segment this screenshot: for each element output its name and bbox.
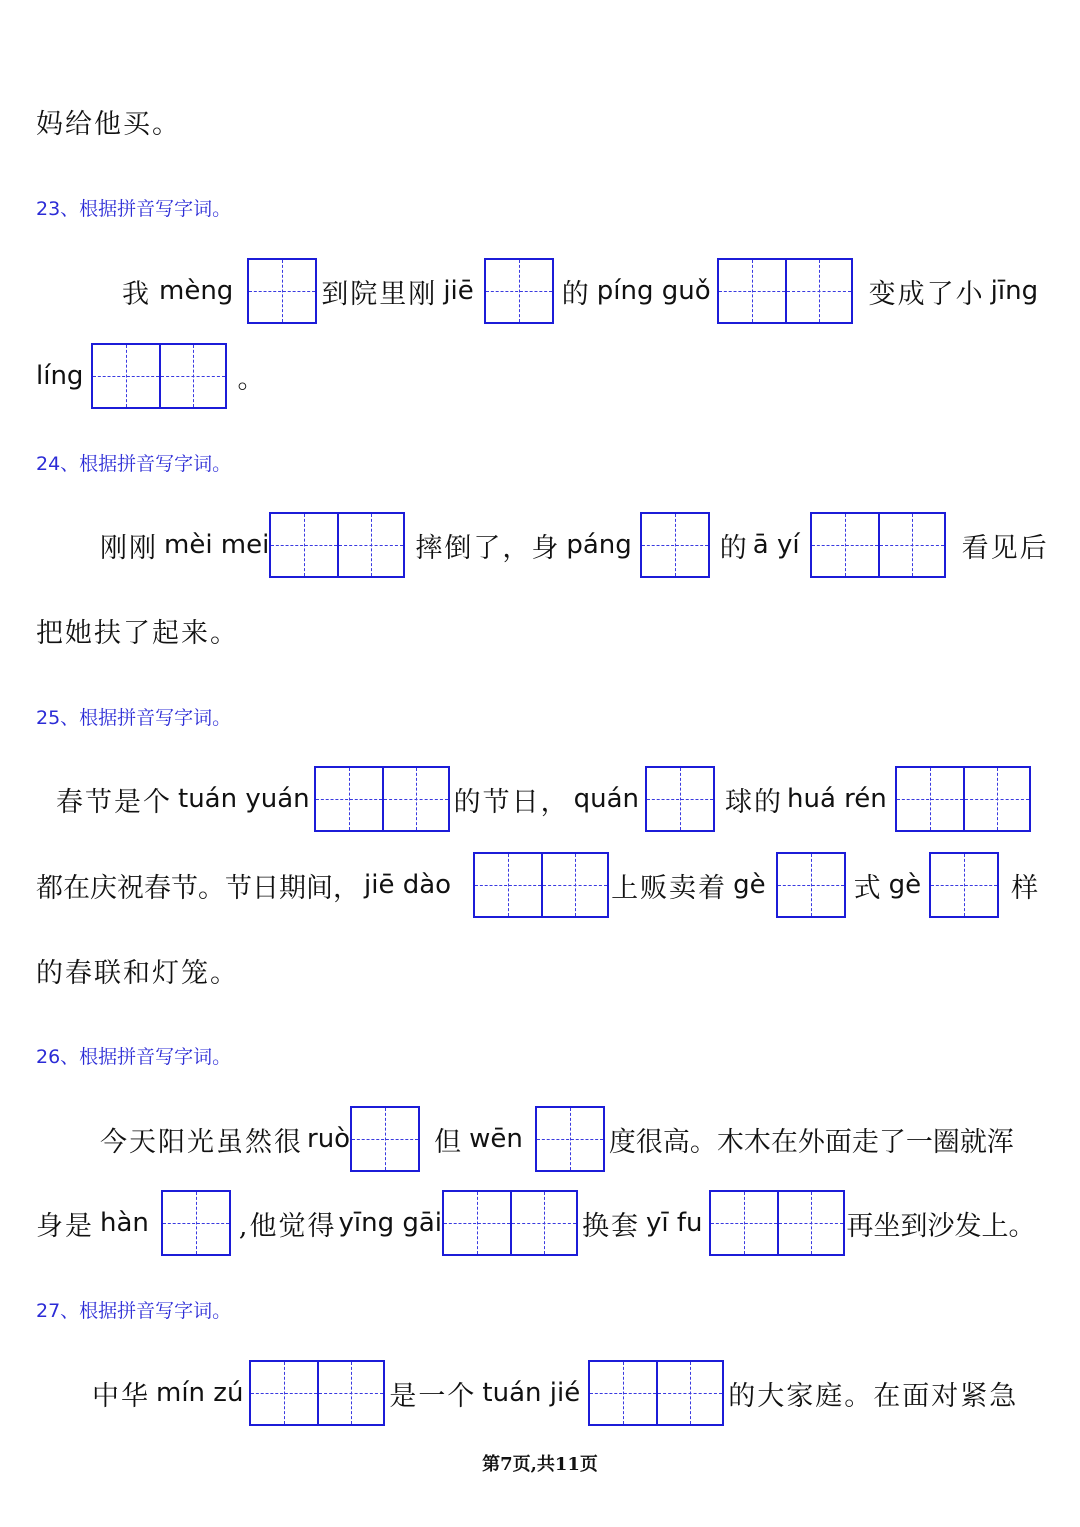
- grid-cell: [337, 514, 403, 576]
- pinyin: hàn: [100, 1208, 149, 1238]
- grid-cell: [778, 854, 844, 916]
- writing-grid-17[interactable]: [442, 1190, 578, 1256]
- sentence-text: 都在庆祝春节。节日期间，: [36, 872, 360, 904]
- grid-cell: [317, 1362, 383, 1424]
- grid-cell: [159, 345, 225, 407]
- question-heading-27: 27、根据拼音写字词。: [36, 1300, 232, 1322]
- writing-grid-5[interactable]: [269, 512, 405, 578]
- writing-grid-7[interactable]: [810, 512, 946, 578]
- pinyin: gè: [888, 870, 922, 900]
- writing-grid-8[interactable]: [314, 766, 450, 832]
- writing-grid-2[interactable]: [484, 258, 554, 324]
- grid-cell: [475, 854, 541, 916]
- writing-grid-14[interactable]: [350, 1106, 420, 1172]
- sentence-text: 刚刚: [100, 532, 158, 564]
- pinyin: jīng: [990, 276, 1039, 306]
- pinyin: mèi mei: [164, 530, 270, 560]
- sentence-text: 的大家庭。在面对紧急: [728, 1380, 1019, 1412]
- grid-cell: [382, 768, 448, 830]
- q24-line-1: [100, 510, 1049, 580]
- grid-cell: [647, 768, 713, 830]
- grid-cell: [656, 1362, 722, 1424]
- grid-cell: [711, 1192, 777, 1254]
- pinyin: tuán yuán: [178, 784, 310, 814]
- writing-grid-15[interactable]: [535, 1106, 605, 1172]
- writing-grid-6[interactable]: [640, 512, 710, 578]
- q26-line-2: [36, 1188, 1036, 1258]
- sentence-text: 把她扶了起来。: [36, 617, 239, 649]
- writing-grid-19[interactable]: [249, 1360, 385, 1426]
- sentence-text: 春节是个: [56, 786, 172, 818]
- grid-cell: [510, 1192, 576, 1254]
- pinyin: líng: [36, 361, 84, 391]
- grid-cell: [812, 514, 878, 576]
- question-heading-26: 26、根据拼音写字词。: [36, 1046, 232, 1068]
- writing-grid-11[interactable]: [473, 852, 609, 918]
- sentence-text: 。: [237, 363, 267, 395]
- sentence-text: 的: [719, 532, 749, 564]
- grid-cell: [642, 514, 708, 576]
- pinyin: píng guǒ: [596, 276, 711, 306]
- pinyin: ruò: [307, 1124, 351, 1154]
- grid-cell: [249, 260, 315, 322]
- sentence-text: 的春联和灯笼。: [36, 957, 239, 989]
- question-heading-24: 24、根据拼音写字词。: [36, 453, 232, 475]
- sentence-text: 变成了小: [868, 278, 985, 310]
- question-heading-25: 25、根据拼音写字词。: [36, 707, 232, 729]
- pinyin: tuán jié: [482, 1378, 581, 1408]
- writing-grid-3[interactable]: [717, 258, 853, 324]
- writing-grid-13[interactable]: [929, 852, 999, 918]
- sentence-text: 身是: [36, 1210, 94, 1242]
- q25-line-2: [36, 850, 1040, 920]
- sentence-text: 式: [853, 872, 883, 904]
- sentence-text: ,他觉得: [238, 1210, 337, 1242]
- writing-grid-20[interactable]: [588, 1360, 724, 1426]
- sentence-text: 上贩卖着: [611, 872, 728, 904]
- writing-grid-4[interactable]: [91, 343, 227, 409]
- sentence-text: 换套: [582, 1210, 641, 1242]
- sentence-text: 的: [561, 278, 591, 310]
- writing-grid-12[interactable]: [776, 852, 846, 918]
- grid-cell: [316, 768, 382, 830]
- sentence-text: 到院里刚: [321, 278, 438, 310]
- sentence-text: 是一个: [389, 1380, 477, 1412]
- grid-cell: [878, 514, 944, 576]
- grid-cell: [93, 345, 159, 407]
- q26-line-1: [100, 1104, 1014, 1174]
- grid-cell: [785, 260, 851, 322]
- writing-grid-18[interactable]: [709, 1190, 845, 1256]
- sentence-text: 我: [122, 278, 151, 310]
- grid-cell: [486, 260, 552, 322]
- writing-grid-10[interactable]: [895, 766, 1031, 832]
- sentence-text: 样: [1011, 872, 1041, 904]
- writing-grid-16[interactable]: [161, 1190, 231, 1256]
- pinyin: gè: [733, 870, 766, 900]
- grid-cell: [590, 1362, 656, 1424]
- pinyin: wēn: [469, 1124, 523, 1154]
- sentence-text: 的节日，: [453, 786, 570, 818]
- pinyin: jiē: [443, 276, 474, 306]
- grid-cell: [537, 1108, 603, 1170]
- sentence-text: 中华: [92, 1380, 150, 1412]
- q23-line-2: [36, 341, 266, 411]
- grid-cell: [777, 1192, 843, 1254]
- sentence-text: 看见后: [961, 532, 1049, 564]
- writing-grid-9[interactable]: [645, 766, 715, 832]
- pinyin: huá rén: [787, 784, 887, 814]
- q24-line-2: [36, 595, 239, 665]
- pinyin: quán: [573, 784, 640, 814]
- pinyin: mín zú: [156, 1378, 244, 1408]
- pinyin: páng: [566, 530, 632, 560]
- pinyin: jiē dào: [364, 870, 452, 900]
- grid-cell: [541, 854, 607, 916]
- q27-line-1: [92, 1358, 1018, 1428]
- grid-cell: [352, 1108, 418, 1170]
- sentence-text: 今天阳光虽然很: [100, 1126, 303, 1158]
- grid-cell: [963, 768, 1029, 830]
- q23-line-1: [122, 256, 1038, 326]
- grid-cell: [719, 260, 785, 322]
- sentence-text: 妈给他买。: [36, 108, 181, 140]
- sentence-text: 再坐到沙发上。: [846, 1210, 1036, 1242]
- question-heading-23: 23、根据拼音写字词。: [36, 198, 232, 220]
- writing-grid-1[interactable]: [247, 258, 317, 324]
- grid-cell: [897, 768, 963, 830]
- pinyin: mèng: [159, 276, 234, 306]
- sentence-text: 度很高。木木在外面走了一圈就浑: [608, 1126, 1014, 1158]
- pinyin: yīng gāi: [338, 1208, 443, 1238]
- page-number: 第7页,共11页: [482, 1454, 598, 1475]
- sentence-text: 摔倒了，身: [415, 532, 561, 564]
- grid-cell: [931, 854, 997, 916]
- q25-line-3: [36, 935, 239, 1005]
- grid-cell: [271, 514, 337, 576]
- grid-cell: [163, 1192, 229, 1254]
- grid-cell: [251, 1362, 317, 1424]
- carryover-line: [36, 86, 181, 156]
- pinyin: ā yí: [752, 530, 800, 560]
- grid-cell: [444, 1192, 510, 1254]
- sentence-text: 但: [434, 1126, 464, 1158]
- sentence-text: 球的: [725, 786, 784, 818]
- q25-line-1: [56, 764, 1031, 834]
- pinyin: yī fu: [646, 1208, 703, 1238]
